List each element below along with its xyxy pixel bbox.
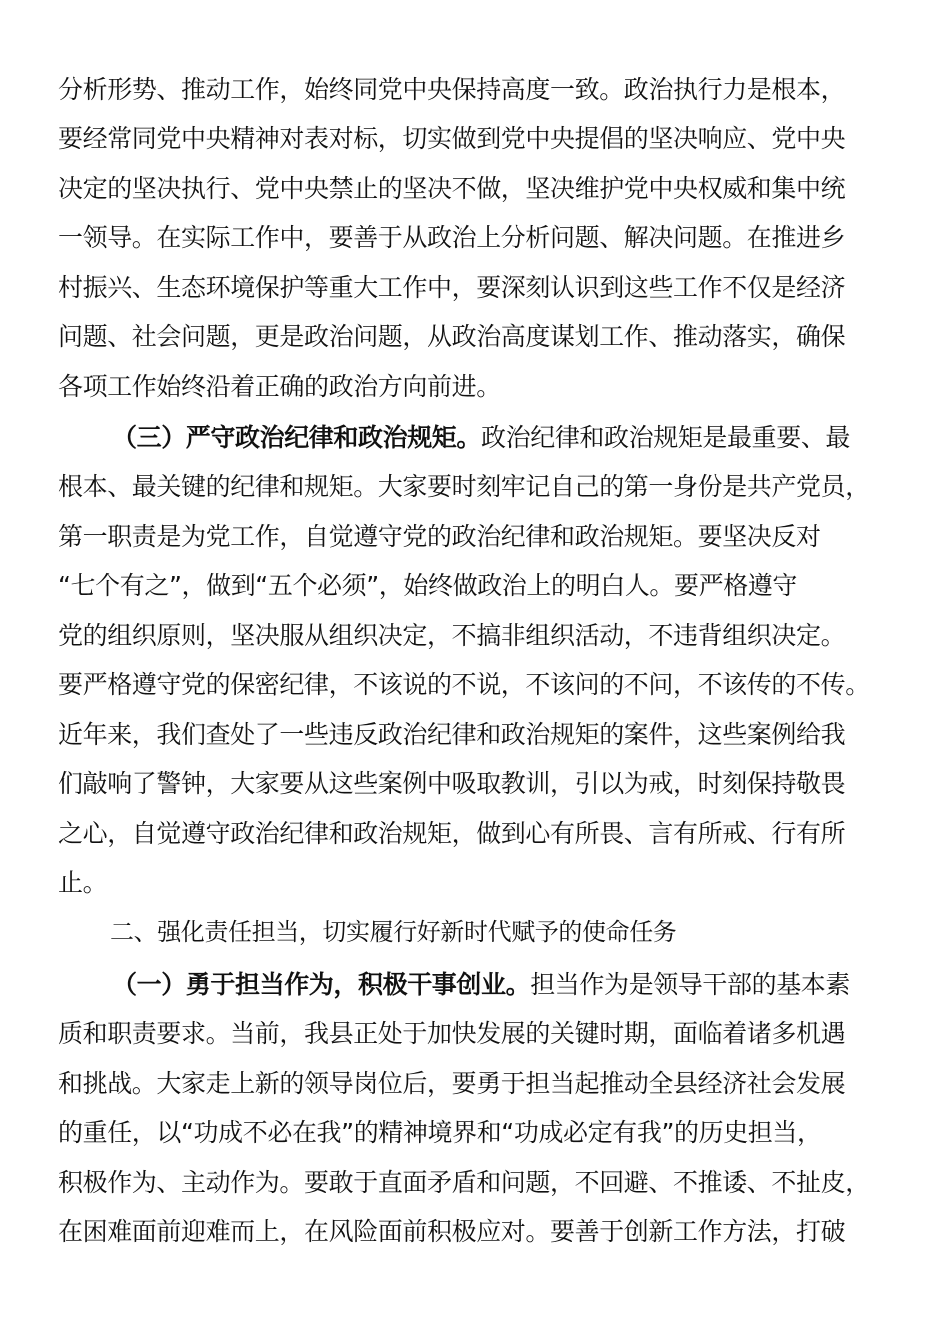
body-text-line: 第一职责是为党工作，自觉遵守党的政治纪律和政治规矩。要坚决反对	[58, 522, 821, 551]
part-two-heading: 二、强化责任担当，切实履行好新时代赋予的使命任务	[110, 918, 677, 946]
section-one-intro: 担当作为是领导干部的基本素	[530, 970, 851, 999]
body-text-line: 要严格遵守党的保密纪律，不该说的不说，不该问的不问，不该传的不传。	[58, 670, 870, 699]
body-text-line: 在困难面前迎难而上，在风险面前积极应对。要善于创新工作方法，打破	[58, 1217, 846, 1246]
section-three-intro: 政治纪律和政治规矩是最重要、最	[481, 423, 851, 452]
body-text-line: 和挑战。大家走上新的领导岗位后，要勇于担当起推动全县经济社会发展	[58, 1069, 846, 1098]
body-text-line: 近年来，我们查处了一些违反政治纪律和政治规矩的案件，这些案例给我	[58, 720, 846, 749]
body-text-line: “七个有之”，做到“五个必须”，始终做政治上的明白人。要严格遵守	[58, 571, 798, 600]
body-text-line: 决定的坚决执行、党中央禁止的坚决不做，坚决维护党中央权威和集中统	[58, 174, 846, 203]
body-text-line: 村振兴、生态环境保护等重大工作中，要深刻认识到这些工作不仅是经济	[58, 273, 846, 302]
body-text-line: 根本、最关键的纪律和规矩。大家要时刻牢记自己的第一身份是共产党员，	[58, 472, 870, 501]
body-text-line: 止。	[58, 868, 108, 897]
body-text-line: 问题、社会问题，更是政治问题，从政治高度谋划工作、推动落实，确保	[58, 322, 846, 351]
section-three-first-line	[112, 413, 850, 463]
body-text-line: 各项工作始终沿着正确的政治方向前进。	[58, 372, 501, 401]
body-text-line: 一领导。在实际工作中，要善于从政治上分析问题、解决问题。在推进乡	[58, 223, 846, 252]
section-three-title: （三）严守政治纪律和政治规矩。	[112, 423, 482, 452]
body-text-line: 要经常同党中央精神对表对标，切实做到党中央提倡的坚决响应、党中央	[58, 124, 846, 153]
body-text-line: 分析形势、推动工作，始终同党中央保持高度一致。政治执行力是根本，	[58, 75, 846, 104]
section-one-title: （一）勇于担当作为，积极干事创业。	[112, 970, 531, 999]
body-text-line: 质和职责要求。当前，我县正处于加快发展的关键时期，面临着诸多机遇	[58, 1019, 846, 1048]
section-one-first-line	[112, 960, 850, 1010]
body-text-line: 的重任，以“功成不必在我”的精神境界和“功成必定有我”的历史担当，	[58, 1118, 822, 1147]
body-text-line: 之心，自觉遵守政治纪律和政治规矩，做到心有所畏、言有所戒、行有所	[58, 819, 846, 848]
body-text-line: 们敲响了警钟，大家要从这些案例中吸取教训，引以为戒，时刻保持敬畏	[58, 769, 846, 798]
body-text-line: 积极作为、主动作为。要敢于直面矛盾和问题，不回避、不推诿、不扯皮，	[58, 1168, 870, 1197]
body-text-line: 党的组织原则，坚决服从组织决定，不搞非组织活动，不违背组织决定。	[58, 621, 846, 650]
